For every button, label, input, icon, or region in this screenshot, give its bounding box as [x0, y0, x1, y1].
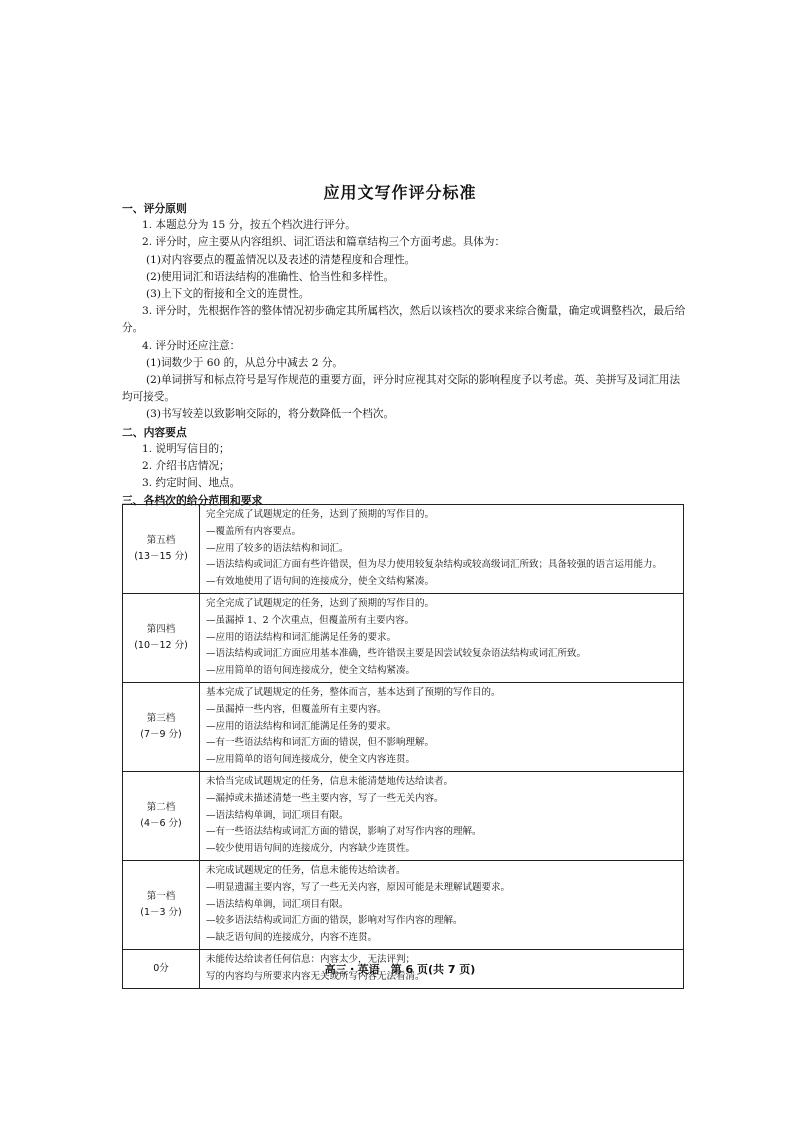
requirement-line: 未恰当完成试题规定的任务，信息未能清楚地传达给读者。: [206, 775, 454, 787]
level-range: (13－15 分): [134, 550, 188, 562]
principle-2: 2. 评分时，应主要从内容组织、词汇语法和篇章结构三个方面考虑。具体为：: [142, 236, 506, 249]
principle-2-item: (2)使用词汇和语法结构的准确性、恰当性和多样性。: [146, 270, 395, 283]
requirement-line: —应用的语法结构和词汇能满足任务的要求。: [206, 720, 397, 732]
requirement-line: 完全完成了试题规定的任务，达到了预期的写作目的。: [206, 509, 435, 520]
principle-4-item: (3)书写较差以致影响交际的，将分数降低一个档次。: [146, 408, 395, 421]
level-name: 第五档: [146, 534, 176, 546]
content-point: 1. 说明写信目的；: [142, 442, 230, 455]
principle-4-item: (1)词数少于 60 的，从总分中减去 2 分。: [146, 356, 344, 369]
section-heading-levels: 三、各档次的给分范围和要求: [122, 494, 263, 508]
requirement-line: —虽漏掉一些内容，但覆盖所有主要内容。: [206, 703, 387, 715]
level-description: [200, 771, 684, 860]
level-cell: [123, 682, 200, 771]
table-row: [123, 860, 684, 949]
level-range: (10－12 分): [134, 639, 188, 651]
level-range: (7－9 分): [140, 728, 182, 740]
level-name: 第四档: [146, 623, 176, 635]
level-description: [200, 505, 684, 594]
level-description: [200, 593, 684, 682]
principle-1: 1. 本题总分为 15 分，按五个档次进行评分。: [142, 219, 356, 232]
requirement-line: —有一些语法结构或词汇方面的错误，影响了对写作内容的理解。: [206, 826, 482, 838]
principle-4: 4. 评分时还应注意：: [142, 339, 241, 352]
requirement-line: —虽漏掉 1、2 个次重点，但覆盖所有主要内容。: [206, 614, 415, 626]
principle-2-item: (1)对内容要点的覆盖情况以及表述的清楚程度和合理性。: [146, 253, 416, 266]
level-range: (1－3 分): [140, 906, 182, 918]
level-name: 0分: [153, 962, 169, 974]
requirement-line: —语法结构或词汇方面有些许错误，但为尽力使用较复杂结构或较高级词汇所致；具备较强的语言运用能力。: [206, 559, 663, 571]
level-cell: [123, 593, 200, 682]
scoring-levels-table: [122, 504, 684, 989]
requirement-line: —应用简单的语句间连接成分，使全文结构紧凑。: [206, 665, 416, 677]
page-title: 应用文写作评分标准: [323, 183, 477, 202]
requirement-line: —较少使用语句间的连接成分，内容缺少连贯性。: [206, 843, 416, 855]
table-row: [123, 593, 684, 682]
section-heading-principles: 一、评分原则: [122, 202, 187, 215]
level-cell: [123, 771, 200, 860]
requirement-line: 完全完成了试题规定的任务，达到了预期的写作目的。: [206, 597, 435, 609]
requirement-line: 未能传达给读者任何信息：内容太少，无法评判；: [206, 953, 416, 965]
table-row: [123, 505, 684, 594]
level-cell: [123, 505, 200, 594]
requirement-line: —有效地使用了语句间的连接成分，使全文结构紧凑。: [206, 576, 435, 588]
requirement-line: —明显遗漏主要内容，写了一些无关内容，原因可能是未理解试题要求。: [206, 881, 511, 893]
page-footer: 高三・英语 第 6 页(共 7 页): [324, 963, 476, 976]
requirement-line: 基本完成了试题规定的任务，整体而言，基本达到了预期的写作目的。: [206, 686, 501, 698]
principle-3: 3. 评分时，先根据作答的整体情况初步确定其所属档次，然后以该档次的要求来综合衡量，确定或调整档次，最后给分。: [122, 305, 686, 335]
requirement-line: 写的内容均与所要求内容无关或所写内容无法看清。: [206, 970, 425, 982]
requirement-line: —应用的语法结构和词汇能满足任务的要求。: [206, 631, 397, 643]
requirement-line: —漏掉或未描述清楚一些主要内容，写了一些无关内容。: [206, 792, 444, 804]
table-row: [123, 682, 684, 771]
requirement-line: —语法结构或词汇方面应用基本准确，些许错误主要是因尝试较复杂语法结构或词汇所致。: [206, 648, 587, 660]
requirement-line: —有一些语法结构和词汇方面的错误，但不影响理解。: [206, 737, 435, 749]
level-range: (4－6 分): [140, 817, 182, 829]
level-description: [200, 682, 684, 771]
table-row: [123, 771, 684, 860]
requirement-line: —语法结构单调，词汇项目有限。: [206, 809, 349, 821]
requirement-line: —应用了较多的语法结构和词汇。: [206, 542, 349, 554]
level-cell: [123, 860, 200, 949]
requirement-line: —语法结构单调，词汇项目有限。: [206, 898, 349, 910]
scoring-principles-body: [122, 200, 688, 510]
content-point: 3. 约定时间、地点。: [142, 477, 241, 490]
level-description: [200, 860, 684, 949]
principle-4-item: (2)单词拼写和标点符号是写作规范的重要方面，评分时应视其对交际的影响程度予以考虑。英、美拼写及词汇用法均可接受。: [122, 374, 681, 404]
requirement-line: 未完成试题规定的任务，信息未能传达给读者。: [206, 864, 406, 876]
requirement-line: —覆盖所有内容要点。: [206, 525, 302, 537]
content-point: 2. 介绍书店情况；: [142, 460, 230, 473]
requirement-line: —应用简单的语句间连接成分，使全文内容连贯。: [206, 754, 416, 766]
requirement-line: —缺乏语句间的连接成分，内容不连贯。: [206, 932, 378, 944]
principle-2-item: (3)上下文的衔接和全文的连贯性。: [146, 288, 310, 301]
level-name: 第一档: [146, 890, 176, 902]
section-heading-content-points: 二、内容要点: [122, 425, 187, 439]
level-name: 第三档: [146, 712, 176, 724]
level-name: 第二档: [146, 801, 176, 813]
requirement-line: —较多语法结构或词汇方面的错误，影响对写作内容的理解。: [206, 915, 463, 927]
